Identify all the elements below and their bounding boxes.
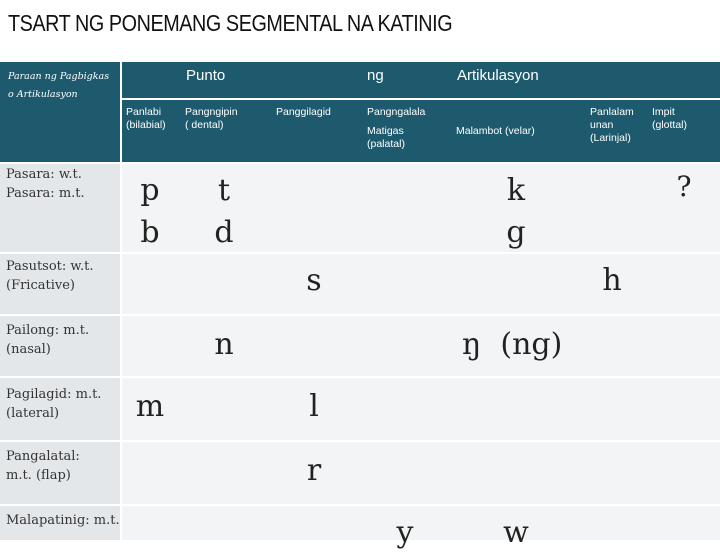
col-palatal-l1: Matigas [367, 125, 404, 137]
row-stop-label [6, 165, 85, 203]
col-labial [126, 106, 166, 132]
row-stop-label-2: Pasara: m.t. [6, 186, 85, 201]
col-dental-l1: Pangngipin [185, 106, 238, 118]
symbol-glottal-stop: ? [676, 170, 692, 203]
row-semivowel-label: Malapatinig: m.t. [6, 513, 120, 528]
symbol-d: d [214, 215, 234, 250]
symbol-eng: ŋ (ng) [462, 327, 563, 362]
col-glottal-larynx [590, 106, 634, 145]
corner-line-2: o Artikulasyon [8, 89, 78, 100]
col-glottal-l1: Impit [652, 106, 675, 118]
symbol-m: m [135, 389, 165, 424]
page-title: TSART NG PONEMANG SEGMENTAL NA KATINIG [8, 10, 453, 36]
col-palatal-group: Pangngalala [367, 106, 426, 118]
row-flap-label [6, 447, 80, 485]
symbol-p-b [128, 170, 172, 254]
row-fricative-label [6, 257, 94, 295]
col-labial-l2: (bilabial) [126, 119, 166, 131]
col-dental [185, 106, 238, 132]
col-larynx-l1: Panlalam [590, 106, 634, 118]
header-punto: Punto [186, 67, 226, 84]
row-lateral-label [6, 385, 101, 423]
row-fricative-label-1: Pasutsot: w.t. [6, 259, 94, 274]
col-glottal [652, 106, 687, 132]
symbol-g: g [506, 215, 526, 250]
row-nasal-label-2: (nasal) [6, 342, 51, 357]
row-nasal-label [6, 321, 89, 359]
symbol-w: w [503, 515, 529, 550]
row-flap-label-1: Pangalatal: [6, 449, 80, 464]
symbol-p: p [140, 173, 160, 208]
col-dental-l2: ( dental) [185, 119, 224, 131]
row-fricative-label-2: (Fricative) [6, 278, 75, 293]
row-flap-body [122, 442, 720, 504]
symbol-n: n [214, 327, 234, 362]
symbol-h: h [602, 263, 622, 298]
symbol-r: r [306, 453, 322, 488]
col-glottal-l2: (glottal) [652, 119, 688, 131]
symbol-k: k [506, 173, 526, 208]
header-corner-text [8, 68, 120, 104]
symbol-l: l [309, 389, 319, 424]
row-flap-label-2: m.t. (flap) [6, 468, 71, 483]
corner-line-1: Paraan ng Pagbigkas [8, 71, 110, 82]
row-stop-label-1: Pasara: w.t. [6, 167, 82, 182]
col-alveolar: Panggilagid [276, 106, 331, 118]
symbol-s: s [306, 263, 322, 298]
row-lateral-body [122, 378, 720, 440]
col-larynx-l3: (Larinjal) [590, 132, 631, 144]
symbol-b: b [140, 215, 160, 250]
col-larynx-l2: unan [590, 119, 614, 131]
header-artikulasyon: Artikulasyon [457, 67, 539, 84]
row-lateral-label-1: Pagilagid: m.t. [6, 387, 102, 402]
row-lateral-label-2: (lateral) [6, 406, 60, 421]
col-palatal-l2: (palatal) [367, 138, 405, 150]
symbol-t-d [202, 170, 246, 254]
symbol-k-g [494, 170, 538, 254]
row-nasal-label-1: Pailong: m.t. [6, 323, 90, 338]
col-labial-l1: Panlabi [126, 106, 162, 118]
col-velar: Malambot (velar) [456, 125, 535, 137]
header-ng: ng [367, 67, 384, 84]
col-palatal [367, 125, 405, 151]
symbol-t: t [217, 173, 231, 208]
symbol-y: y [396, 515, 414, 550]
